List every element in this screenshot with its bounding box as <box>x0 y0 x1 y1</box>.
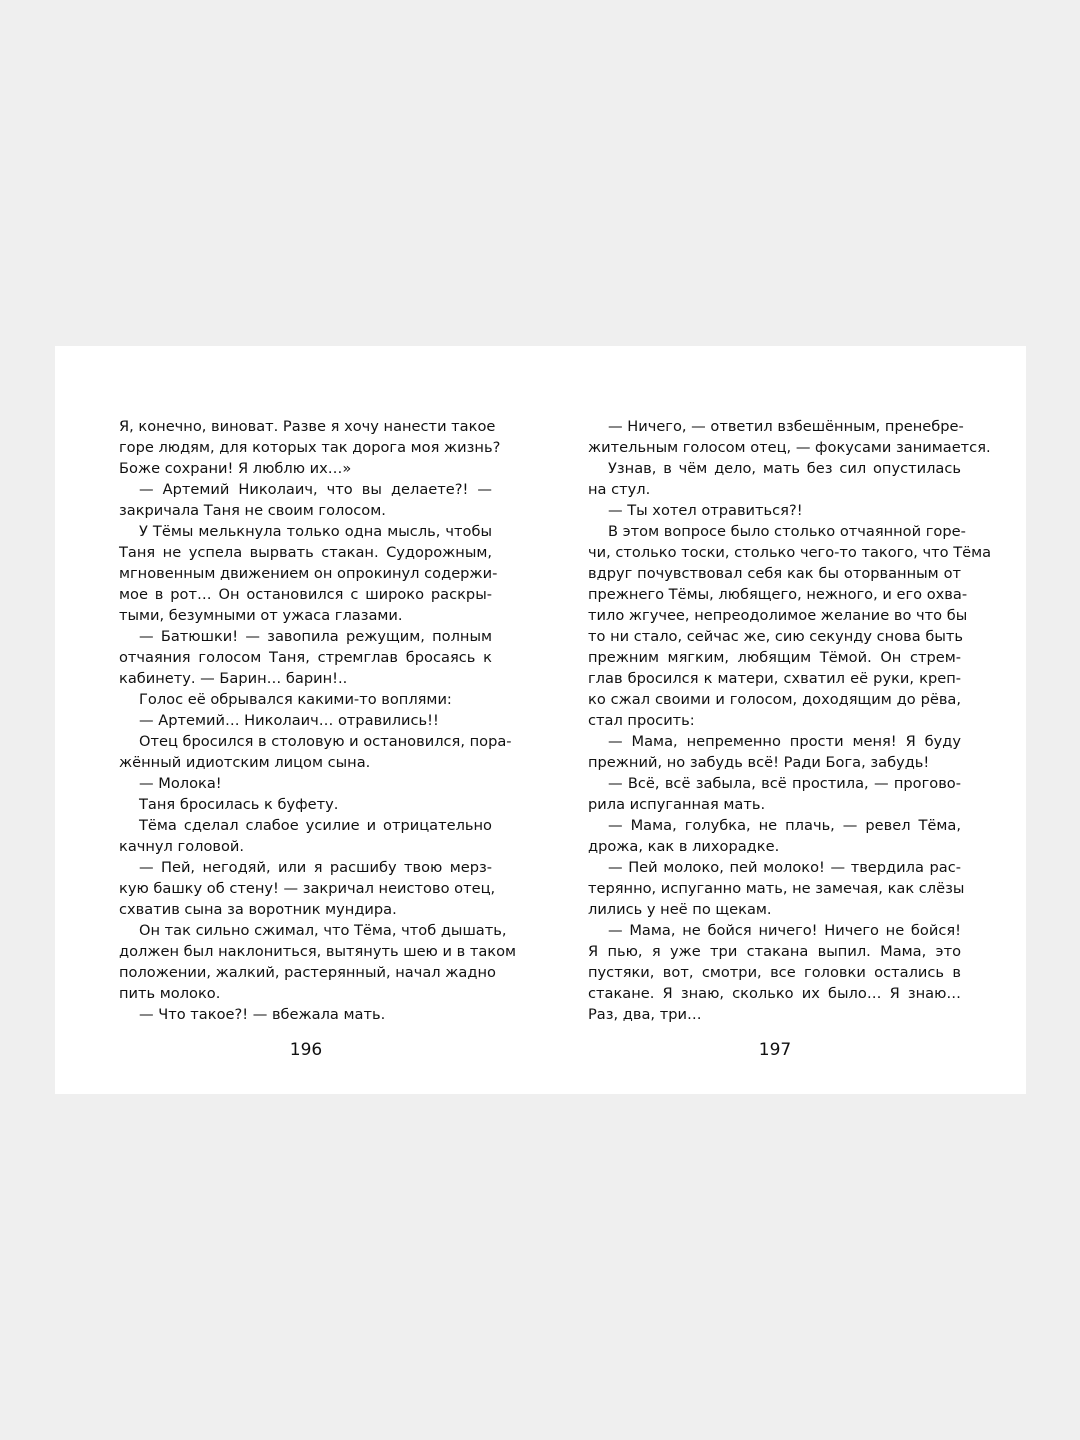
text-line <box>588 689 961 710</box>
text-line <box>588 479 961 500</box>
text-line <box>588 941 961 962</box>
text-line <box>119 710 492 731</box>
text-line <box>119 836 492 857</box>
text-line-content: должен был наклониться, вытянуть шею и в таком <box>119 943 517 960</box>
text-line <box>119 920 507 941</box>
left-page-text <box>119 416 517 1025</box>
text-line <box>119 458 492 479</box>
text-line-content: Тёма сделал слабое усилие и отрицательно <box>139 817 492 834</box>
text-line <box>588 458 961 479</box>
text-line-content: У Тёмы мелькнула только одна мысль, чтобы <box>139 523 492 540</box>
text-line-content: пить молоко. <box>119 985 221 1002</box>
text-line-content: прежний, но забудь всё! Ради Бога, забудь! <box>588 754 930 771</box>
text-line-content: Я, конечно, виноват. Разве я хочу нанести такое <box>119 418 496 435</box>
text-line-content: — Мама, не бойся ничего! Ничего не бойся! <box>608 922 961 939</box>
text-line-content: — Мама, непременно прости меня! Я буду <box>608 733 961 750</box>
text-line-content: стал просить: <box>588 712 695 729</box>
left-page-number: 196 <box>289 1040 323 1060</box>
text-line <box>119 437 501 458</box>
text-line <box>119 689 492 710</box>
text-line <box>588 710 961 731</box>
text-line <box>588 773 961 794</box>
text-line-content: — Пей молоко, пей молоко! — твердила рас- <box>608 859 961 876</box>
text-line <box>588 500 961 521</box>
text-line-content: тило жгучее, непреодолимое желание во что бы <box>588 607 968 624</box>
text-line <box>119 542 492 563</box>
text-line <box>588 815 961 836</box>
text-line <box>119 983 492 1004</box>
text-line <box>588 563 961 584</box>
text-line <box>119 1004 492 1025</box>
text-line <box>119 479 492 500</box>
text-line <box>119 899 492 920</box>
right-page-text <box>588 416 992 1025</box>
text-line <box>588 605 968 626</box>
text-line <box>588 668 961 689</box>
text-line-content: кую башку об стену! — закричал неистово отец, <box>119 880 496 897</box>
text-line <box>119 815 492 836</box>
text-line <box>119 584 492 605</box>
text-line-content: лились у неё по щекам. <box>588 901 772 918</box>
text-line <box>588 752 961 773</box>
text-line-content: Голос её обрывался какими-то воплями: <box>139 691 452 708</box>
text-line-content: Узнав, в чём дело, мать без сил опустилась <box>608 460 961 477</box>
text-line <box>588 521 966 542</box>
text-line <box>588 878 965 899</box>
text-line <box>119 857 492 878</box>
text-line-content: — Артемий Николаич, что вы делаете?! — <box>139 481 492 498</box>
text-line-content: Я пью, я уже три стакана выпил. Мама, это <box>588 943 961 960</box>
text-line <box>119 647 492 668</box>
text-line-content: — Ничего, — ответил взбешённым, пренебре- <box>608 418 964 435</box>
text-line-content: чи, столько тоски, столько чего-то такого, что Тёма <box>588 544 992 561</box>
text-line <box>588 647 961 668</box>
text-line-content: Отец бросился в столовую и остановился, пора- <box>139 733 512 750</box>
book-spread <box>55 346 1026 1094</box>
text-line-content: Боже сохрани! Я люблю их…» <box>119 460 352 477</box>
text-line-content: на стул. <box>588 481 651 498</box>
text-line <box>588 983 961 1004</box>
text-line <box>119 500 492 521</box>
text-line-content: вдруг почувствовал себя как бы оторванным от <box>588 565 961 582</box>
text-line-content: Он так сильно сжимал, что Тёма, чтоб дышать, <box>139 922 507 939</box>
text-line-content: схватив сына за воротник мундира. <box>119 901 397 918</box>
text-line-content: — Ты хотел отравиться?! <box>608 502 803 519</box>
text-line-content: тыми, безумными от ужаса глазами. <box>119 607 403 624</box>
text-line <box>119 521 492 542</box>
text-line-content: — Что такое?! — вбежала мать. <box>139 1006 386 1023</box>
text-line <box>119 563 498 584</box>
text-line-content: терянно, испуганно мать, не замечая, как слёзы <box>588 880 965 897</box>
text-line-content: глав бросился к матери, схватил её руки, креп- <box>588 670 961 687</box>
text-line-content: — Артемий… Николаич… отравились!! <box>139 712 439 729</box>
text-line <box>588 836 961 857</box>
text-line-content: горе людям, для которых так дорога моя жизнь? <box>119 439 501 456</box>
text-line-content: качнул головой. <box>119 838 245 855</box>
text-line-content: мое в рот… Он остановился с широко раскры- <box>119 586 492 603</box>
text-line <box>588 899 961 920</box>
text-line-content: — Молока! <box>139 775 222 792</box>
text-line <box>588 962 961 983</box>
text-line-content: ко сжал своими и голосом, доходящим до рёва, <box>588 691 961 708</box>
text-line <box>119 731 512 752</box>
text-line-content: пустяки, вот, смотри, все головки остались в <box>588 964 961 981</box>
text-line <box>588 857 961 878</box>
text-line <box>119 773 492 794</box>
text-line <box>119 605 492 626</box>
text-line-content: стакане. Я знаю, сколько их было… Я знаю… <box>588 985 961 1002</box>
text-line-content: прежнего Тёмы, любящего, нежного, и его охва- <box>588 586 968 603</box>
text-line-content: В этом вопросе было столько отчаянной горе- <box>608 523 966 540</box>
text-line-content: то ни стало, сейчас же, сию секунду снова быть <box>588 628 963 645</box>
text-line <box>119 794 492 815</box>
text-line-content: Таня не успела вырвать стакан. Судорожным, <box>119 544 492 561</box>
text-line-content: закричала Таня не своим голосом. <box>119 502 386 519</box>
text-line <box>588 1004 961 1025</box>
text-line-content: положении, жалкий, растерянный, начал жадно <box>119 964 496 981</box>
text-line-content: — Батюшки! — завопила режущим, полным <box>139 628 492 645</box>
text-line-content: мгновенным движением он опрокинул содержи- <box>119 565 498 582</box>
text-line <box>119 941 517 962</box>
text-line-content: жённый идиотским лицом сына. <box>119 754 371 771</box>
text-line <box>119 752 492 773</box>
text-line-content: прежним мягким, любящим Тёмой. Он стрем- <box>588 649 961 666</box>
text-line <box>588 437 991 458</box>
text-line <box>119 626 492 647</box>
text-line-content: рила испуганная мать. <box>588 796 766 813</box>
text-line-content: — Мама, голубка, не плачь, — ревел Тёма, <box>608 817 961 834</box>
text-line <box>588 584 968 605</box>
text-line <box>119 878 496 899</box>
text-line <box>119 416 496 437</box>
text-line-content: Таня бросилась к буфету. <box>139 796 339 813</box>
text-line-content: жительным голосом отец, — фокусами занимается. <box>588 439 991 456</box>
text-line <box>119 668 492 689</box>
text-line <box>588 731 961 752</box>
text-line <box>119 962 496 983</box>
text-line-content: отчаяния голосом Таня, стремглав бросаясь к <box>119 649 492 666</box>
text-line-content: кабинету. — Барин… барин!.. <box>119 670 348 687</box>
text-line <box>588 542 992 563</box>
right-page-number: 197 <box>758 1040 792 1060</box>
text-line <box>588 626 961 647</box>
text-line-content: — Всё, всё забыла, всё простила, — прогово- <box>608 775 961 792</box>
text-line-content: Раз, два, три… <box>588 1006 702 1023</box>
text-line <box>588 416 964 437</box>
text-line <box>588 920 961 941</box>
text-line <box>588 794 961 815</box>
text-line-content: — Пей, негодяй, или я расшибу твою мерз- <box>139 859 492 876</box>
text-line-content: дрожа, как в лихорадке. <box>588 838 780 855</box>
